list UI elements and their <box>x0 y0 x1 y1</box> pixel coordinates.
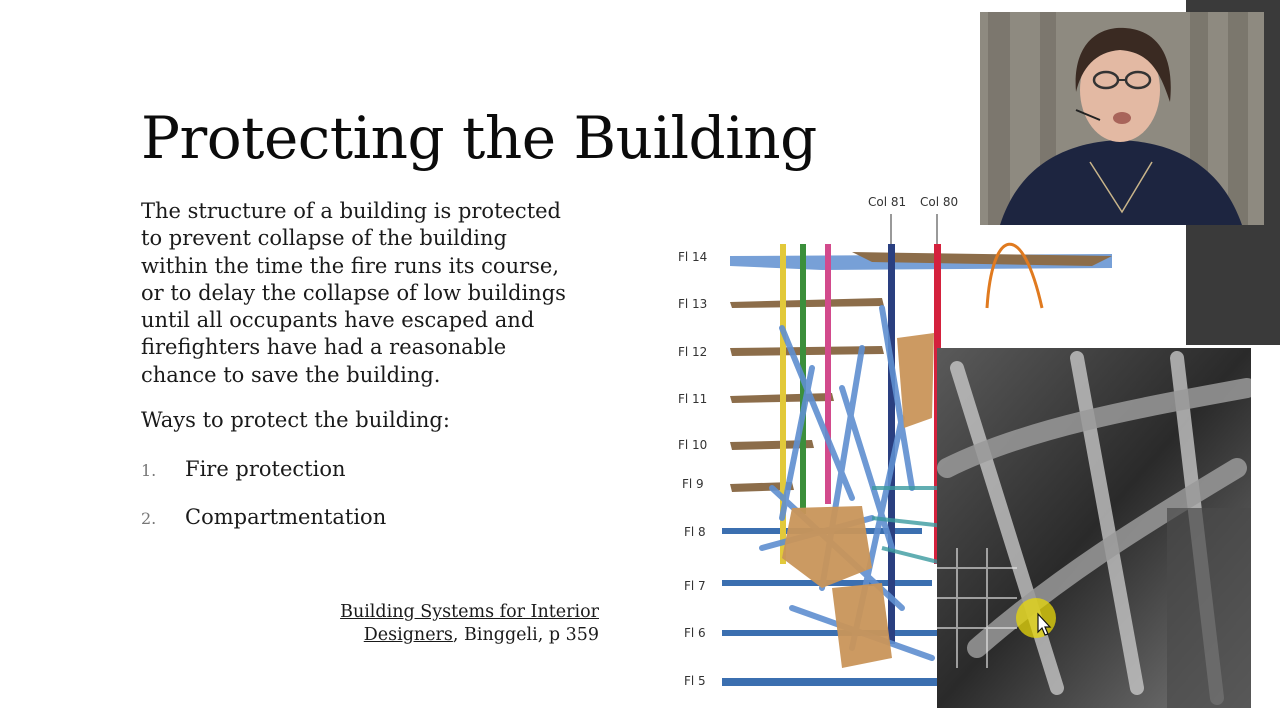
floor-label: Fl 13 <box>678 297 708 311</box>
citation-rest: , Binggeli, p 359 <box>452 625 599 645</box>
column-label-80: Col 80 <box>920 195 959 209</box>
list-item-fire-protection <box>141 457 346 481</box>
ways-heading: Ways to protect the building: <box>141 408 450 432</box>
body-line: to prevent collapse of the building <box>141 226 507 251</box>
body-line: The structure of a building is protected <box>141 199 561 223</box>
floor-label: Fl 14 <box>678 250 708 264</box>
floor-label: Fl 8 <box>684 525 706 539</box>
list-item-compartmentation <box>141 505 386 529</box>
list-number: 1. <box>141 461 157 480</box>
list-number: 2. <box>141 509 157 528</box>
slide-title: Protecting the Building <box>141 104 817 172</box>
floor-label: Fl 11 <box>678 392 708 406</box>
body-line: until all occupants have escaped and <box>141 308 535 333</box>
body-line: within the time the fire runs its course, <box>141 253 560 278</box>
floor-label: Fl 12 <box>678 345 708 359</box>
column-label-81: Col 81 <box>868 195 907 209</box>
floor-label: Fl 10 <box>678 438 708 452</box>
floor-label: Fl 6 <box>684 626 706 640</box>
list-text: Fire protection <box>185 457 346 481</box>
body-paragraph <box>141 198 611 389</box>
floor-label: Fl 5 <box>684 674 706 688</box>
body-line: or to delay the collapse of low buildings <box>141 280 566 305</box>
floor-label: Fl 9 <box>682 477 704 491</box>
presenter-webcam <box>980 12 1264 225</box>
floor-label: Fl 7 <box>684 579 706 593</box>
steel-wreckage-photo <box>937 348 1251 708</box>
body-line: chance to save the building. <box>141 362 441 387</box>
citation-title-line1: Building Systems for Interior <box>340 602 599 622</box>
mouse-cursor <box>1014 596 1062 644</box>
body-line: firefighters have had a reasonable <box>141 335 507 360</box>
citation <box>340 601 599 647</box>
list-text: Compartmentation <box>185 505 387 529</box>
citation-title-line2: Designers <box>363 625 453 645</box>
